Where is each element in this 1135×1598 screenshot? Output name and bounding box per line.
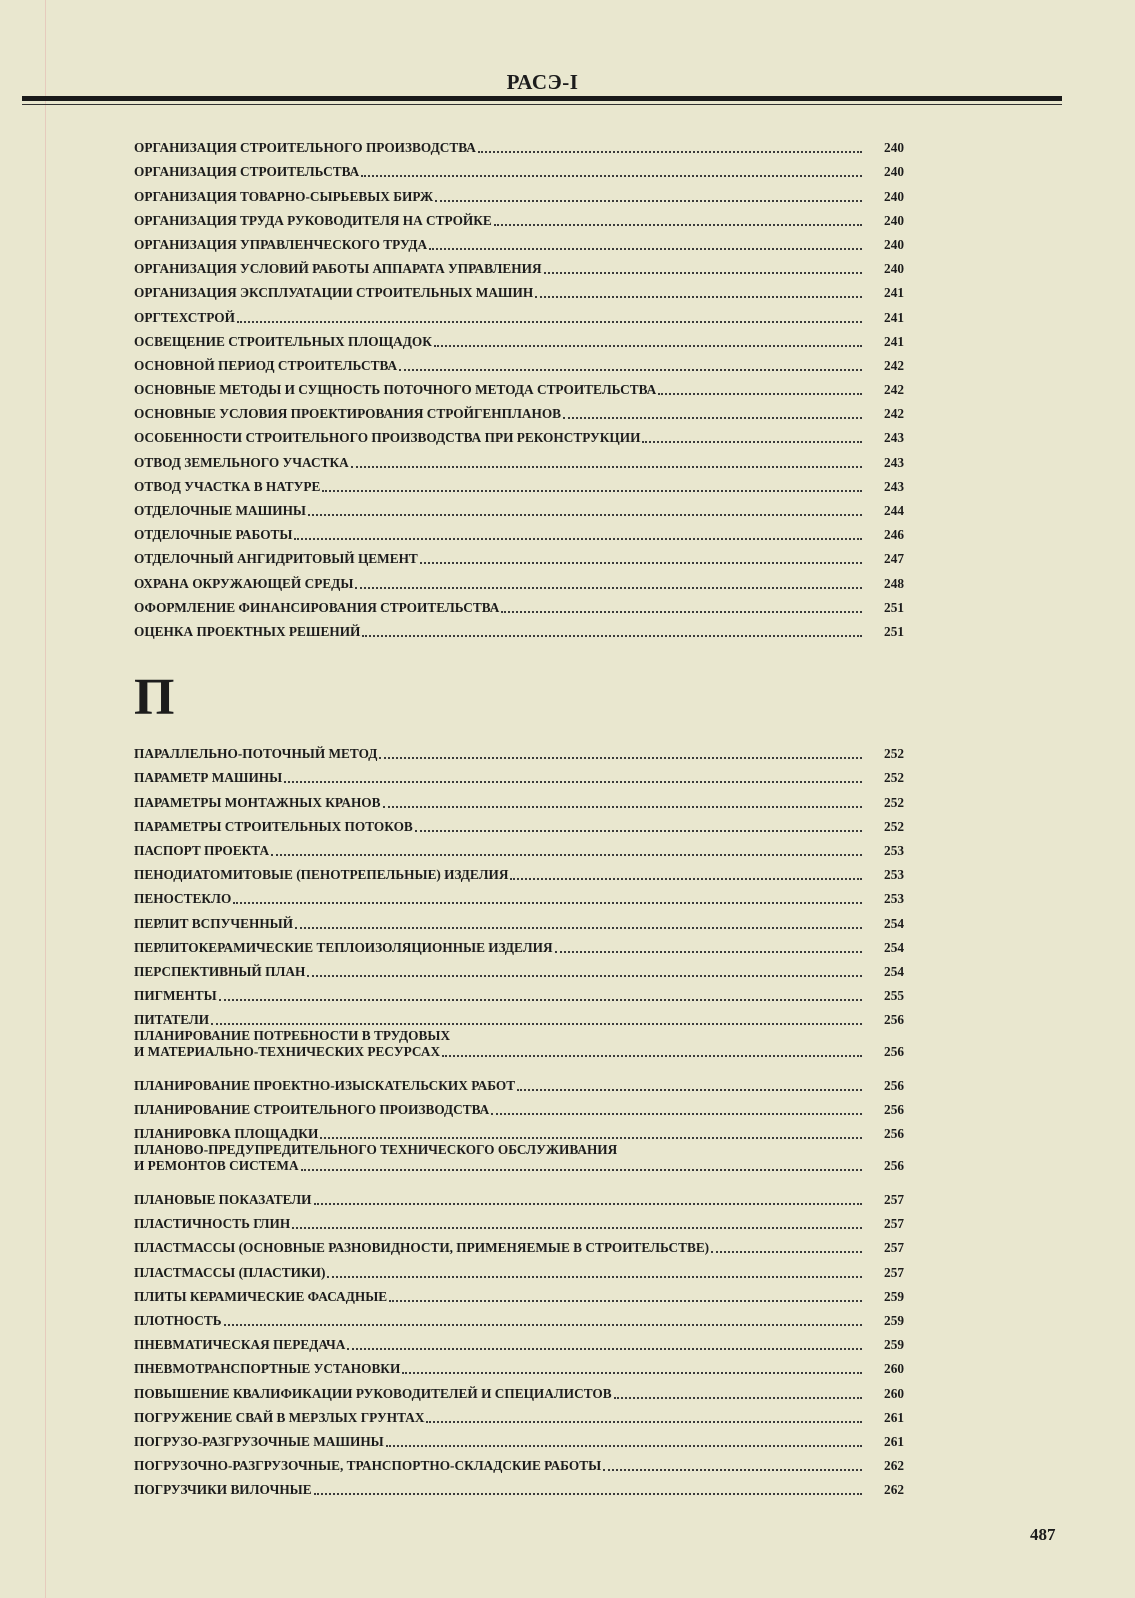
entry-title: ОРГАНИЗАЦИЯ СТРОИТЕЛЬСТВА [134,164,360,180]
dot-leader [426,1421,862,1423]
index-entry [134,1329,904,1353]
entry-page: 240 [884,212,904,228]
dot-leader [211,1023,862,1025]
entry-title: ПЛАНИРОВКА ПЛОЩАДКИ [134,1126,319,1142]
entry-title: ПИТАТЕЛИ [134,1012,210,1028]
dot-leader [307,975,862,977]
dot-leader [322,490,862,492]
entry-title: ПОГРУЗОЧНО-РАЗГРУЗОЧНЫЕ, ТРАНСПОРТНО-СКЛАДСКИЕ РАБОТЫ [134,1458,602,1474]
dot-leader [614,1397,862,1399]
entry-page: 242 [884,382,904,398]
entry-page: 244 [884,503,904,518]
entry-page: 256 [884,1126,904,1142]
index-entry [134,1402,904,1426]
entry-title: ОТДЕЛОЧНЫЙ АНГИДРИТОВЫЙ ЦЕМЕНТ [134,551,418,567]
entry-page: 262 [884,1458,904,1474]
index-entry [134,277,904,301]
entry-page: 257 [884,1264,904,1280]
index-entry [134,1281,904,1305]
entry-title: ПАСПОРТ ПРОЕКТА [134,842,270,858]
entry-title: ОРГАНИЗАЦИЯ СТРОИТЕЛЬНОГО ПРОИЗВОДСТВА [134,140,476,156]
entry-page: 241 [884,285,904,301]
entry-title: ПЕРЛИТ ВСПУЧЕННЫЙ [134,915,294,931]
index-entry [134,616,904,640]
entry-title: ОТДЕЛОЧНЫЕ МАШИНЫ [134,503,306,518]
index-entry [134,446,904,470]
index-entry [134,471,904,495]
entry-title: ОРГАНИЗАЦИЯ ТОВАРНО-СЫРЬЕВЫХ БИРЖ [134,188,434,204]
index-entry [134,519,904,543]
dot-leader [271,854,862,856]
entry-title: ПЕРСПЕКТИВНЫЙ ПЛАН [134,963,306,979]
entry-page: 252 [884,746,904,762]
index-entry [134,738,904,762]
entry-page: 256 [884,1012,904,1028]
entry-title: ПОВЫШЕНИЕ КВАЛИФИКАЦИИ РУКОВОДИТЕЛЕЙ И СПЕЦИАЛИСТОВ [134,1385,612,1401]
entry-page: 252 [884,818,904,834]
entry-page: 241 [884,333,904,349]
dot-leader [658,393,862,395]
entry-page: 240 [884,164,904,180]
entry-page: 260 [884,1385,904,1401]
dot-leader [314,1493,862,1495]
index-entry [134,1028,904,1070]
margin-line [45,0,46,1598]
dot-leader [429,248,862,250]
entry-title: ОРГТЕХСТРОЙ [134,309,235,325]
entry-title: ОСНОВНОЙ ПЕРИОД СТРОИТЕЛЬСТВА [134,357,398,373]
index-entry [134,762,904,786]
index-entry [134,301,904,325]
entry-page: 257 [884,1216,904,1232]
dot-leader [389,1300,862,1302]
entry-title: ПЛАНОВЫЕ ПОКАЗАТЕЛИ [134,1192,312,1207]
index-entry [134,1426,904,1450]
entry-page: 257 [884,1192,904,1207]
index-entry [134,932,904,956]
entry-title-line1: ПЛАНИРОВАНИЕ ПОТРЕБНОСТИ В ТРУДОВЫХ [134,1028,451,1044]
index-entry [134,398,904,422]
entry-page: 240 [884,188,904,204]
entry-title: ПНЕВМОТРАНСПОРТНЫЕ УСТАНОВКИ [134,1361,401,1377]
dot-leader [642,441,862,443]
entry-title: ПОГРУЗЧИКИ ВИЛОЧНЫЕ [134,1482,312,1498]
dot-leader [435,200,862,202]
index-entry [134,567,904,591]
header-rule-thick [22,96,1062,101]
dot-leader [224,1324,862,1326]
entry-page: 243 [884,454,904,470]
dot-leader [544,272,862,274]
entry-title: ПЛАСТИЧНОСТЬ ГЛИН [134,1216,291,1232]
entry-title: ПЛАНИРОВАНИЕ ПРОЕКТНО-ИЗЫСКАТЕЛЬСКИХ РАБОТ [134,1077,516,1093]
dot-leader [563,417,862,419]
dot-leader [284,781,862,783]
entry-page: 261 [884,1409,904,1425]
dot-leader [711,1251,862,1253]
index-entry [134,132,904,156]
entry-page: 260 [884,1361,904,1377]
index-entry [134,374,904,398]
index-entry [134,543,904,567]
dot-leader [301,1169,862,1171]
entry-title: ПАРАМЕТР МАШИНЫ [134,770,283,786]
index-entry [134,1184,904,1208]
index-entry [134,180,904,204]
entry-page: 242 [884,357,904,373]
entry-title: ПОГРУЗО-РАЗГРУЗОЧНЫЕ МАШИНЫ [134,1433,384,1449]
dot-leader [295,927,862,929]
entry-title: ПИГМЕНТЫ [134,988,217,1004]
entry-page: 262 [884,1482,904,1498]
entry-title: ОСВЕЩЕНИЕ СТРОИТЕЛЬНЫХ ПЛОЩАДОК [134,333,432,349]
index-entry [134,1305,904,1329]
dot-leader [434,345,862,347]
index-entry [134,907,904,931]
entry-title: ПАРАМЕТРЫ МОНТАЖНЫХ КРАНОВ [134,794,381,810]
dot-leader [420,562,862,564]
entry-title: ОРГАНИЗАЦИЯ УПРАВЛЕНЧЕСКОГО ТРУДА [134,236,428,252]
entry-page: 253 [884,891,904,907]
entry-title: ОРГАНИЗАЦИЯ УСЛОВИЙ РАБОТЫ АППАРАТА УПРАВЛЕНИЯ [134,261,542,277]
entry-page: 242 [884,406,904,422]
index-section-p [134,738,904,1498]
index-entry [134,229,904,253]
entry-page: 256 [884,1158,904,1174]
dot-leader [314,1203,862,1205]
entry-title: ОСНОВНЫЕ УСЛОВИЯ ПРОЕКТИРОВАНИЯ СТРОЙГЕНПЛАНОВ [134,406,562,422]
entry-title: ОТДЕЛОЧНЫЕ РАБОТЫ [134,527,293,543]
dot-leader [494,224,862,226]
entry-page: 259 [884,1312,904,1328]
index-entry [134,350,904,374]
dot-leader [379,757,862,759]
index-entry [134,980,904,1004]
entry-title: ПАРАМЕТРЫ СТРОИТЕЛЬНЫХ ПОТОКОВ [134,818,413,834]
entry-page: 255 [884,988,904,1004]
entry-page: 251 [884,623,904,639]
dot-leader [386,1445,862,1447]
entry-page: 240 [884,236,904,252]
entry-title: ОХРАНА ОКРУЖАЮЩЕЙ СРЕДЫ [134,575,354,591]
dot-leader [415,830,862,832]
index-entry [134,422,904,446]
dot-leader [383,806,863,808]
dot-leader [501,611,862,613]
entry-title-line2: И РЕМОНТОВ СИСТЕМА [134,1158,299,1174]
entry-page: 248 [884,575,904,591]
dot-leader [233,902,862,904]
entry-page: 240 [884,140,904,156]
entry-page: 254 [884,915,904,931]
dot-leader [478,151,862,153]
index-entry [134,156,904,180]
dot-leader [355,587,862,589]
entry-page: 259 [884,1337,904,1353]
dot-leader [399,369,862,371]
index-section-o [134,132,904,640]
entry-line2 [134,1044,904,1060]
entry-page: 253 [884,842,904,858]
entry-title: ПЛОТНОСТЬ [134,1312,222,1328]
entry-page: 253 [884,867,904,883]
entry-title: ПОГРУЖЕНИЕ СВАЙ В МЕРЗЛЫХ ГРУНТАХ [134,1409,425,1425]
entry-title: ПАРАЛЛЕЛЬНО-ПОТОЧНЫЙ МЕТОД [134,746,378,762]
entry-title: ОТВОД ЗЕМЕЛЬНОГО УЧАСТКА [134,454,349,470]
dot-leader [219,999,862,1001]
entry-page: 261 [884,1433,904,1449]
index-entry [134,811,904,835]
entry-title: ПЕНОСТЕКЛО [134,891,232,907]
entry-page: 243 [884,478,904,494]
dot-leader [362,635,862,637]
index-entry [134,253,904,277]
entry-page: 254 [884,963,904,979]
entry-title: ПЛАСТМАССЫ (ПЛАСТИКИ) [134,1264,326,1280]
dot-leader [491,1113,862,1115]
entry-page: 251 [884,599,904,615]
dot-leader [237,321,862,323]
index-entry [134,205,904,229]
index-entry [134,1142,904,1184]
index-entry [134,883,904,907]
index-entry [134,786,904,810]
entry-title: ОРГАНИЗАЦИЯ ЭКСПЛУАТАЦИИ СТРОИТЕЛЬНЫХ МАШИН [134,285,534,301]
entry-title: ОСОБЕННОСТИ СТРОИТЕЛЬНОГО ПРОИЗВОДСТВА ПРИ РЕКОНСТРУКЦИИ [134,430,641,446]
index-entry [134,859,904,883]
index-entry [134,1353,904,1377]
index-entry [134,495,904,519]
entry-title: ОСНОВНЫЕ МЕТОДЫ И СУЩНОСТЬ ПОТОЧНОГО МЕТОДА СТРОИТЕЛЬСТВА [134,382,657,398]
index-entry [134,326,904,350]
index-entry [134,1232,904,1256]
entry-page: 256 [884,1102,904,1118]
entry-title: ОРГАНИЗАЦИЯ ТРУДА РУКОВОДИТЕЛЯ НА СТРОЙКЕ [134,212,492,228]
page-number: 487 [1030,1525,1056,1544]
entry-page: 257 [884,1240,904,1256]
entry-title: ПЕРЛИТОКЕРАМИЧЕСКИЕ ТЕПЛОИЗОЛЯЦИОННЫЕ ИЗДЕЛИЯ [134,939,553,955]
index-entry [134,835,904,859]
entry-title: ПЛАНИРОВАНИЕ СТРОИТЕЛЬНОГО ПРОИЗВОДСТВА [134,1102,490,1118]
entry-page: 246 [884,527,904,543]
entry-title: ПНЕВМАТИЧЕСКАЯ ПЕРЕДАЧА [134,1337,346,1353]
dot-leader [327,1276,862,1278]
entry-page: 243 [884,430,904,446]
dot-leader [535,296,862,298]
dot-leader [320,1137,862,1139]
dot-leader [351,466,862,468]
dot-leader [361,175,862,177]
entry-page: 254 [884,939,904,955]
dot-leader [402,1372,862,1374]
dot-leader [308,514,862,516]
index-entry [134,1118,904,1142]
entry-title: ОЦЕНКА ПРОЕКТНЫХ РЕШЕНИЙ [134,623,361,639]
index-entry [134,1004,904,1028]
entry-page: 252 [884,794,904,810]
running-header: РАСЭ-I [506,70,579,94]
index-entry [134,1070,904,1094]
entry-page: 240 [884,261,904,277]
entry-page: 259 [884,1288,904,1304]
dot-leader [603,1469,862,1471]
index-entry [134,1256,904,1280]
section-letter: П [134,669,175,726]
index-entry [134,956,904,980]
entry-title: ПЛАСТМАССЫ (ОСНОВНЫЕ РАЗНОВИДНОСТИ, ПРИМЕНЯЕМЫЕ В СТРОИТЕЛЬСТВЕ) [134,1240,710,1256]
entry-page: 247 [884,551,904,567]
dot-leader [517,1089,862,1091]
entry-page: 252 [884,770,904,786]
entry-page: 256 [884,1077,904,1093]
index-entry [134,1377,904,1401]
index-entry [134,1208,904,1232]
index-entry [134,1094,904,1118]
dot-leader [442,1055,862,1057]
entry-page: 241 [884,309,904,325]
entry-title: ПЛИТЫ КЕРАМИЧЕСКИЕ ФАСАДНЫЕ [134,1288,388,1304]
entry-title: ПЕНОДИАТОМИТОВЫЕ (ПЕНОТРЕПЕЛЬНЫЕ) ИЗДЕЛИЯ [134,867,509,883]
index-entry [134,1450,904,1474]
entry-line2 [134,1158,904,1174]
dot-leader [510,878,862,880]
entry-title-line2: И МАТЕРИАЛЬНО-ТЕХНИЧЕСКИХ РЕСУРСАХ [134,1044,441,1060]
entry-page: 256 [884,1044,904,1060]
dot-leader [347,1348,862,1350]
header-rule-thin [22,104,1062,105]
index-entry [134,592,904,616]
entry-title-line1: ПЛАНОВО-ПРЕДУПРЕДИТЕЛЬНОГО ТЕХНИЧЕСКОГО ОБСЛУЖИВАНИЯ [134,1142,618,1158]
entry-title: ОТВОД УЧАСТКА В НАТУРЕ [134,478,321,494]
index-entry [134,1474,904,1498]
entry-title: ОФОРМЛЕНИЕ ФИНАНСИРОВАНИЯ СТРОИТЕЛЬСТВА [134,599,500,615]
dot-leader [555,951,862,953]
dot-leader [292,1227,862,1229]
dot-leader [294,538,862,540]
